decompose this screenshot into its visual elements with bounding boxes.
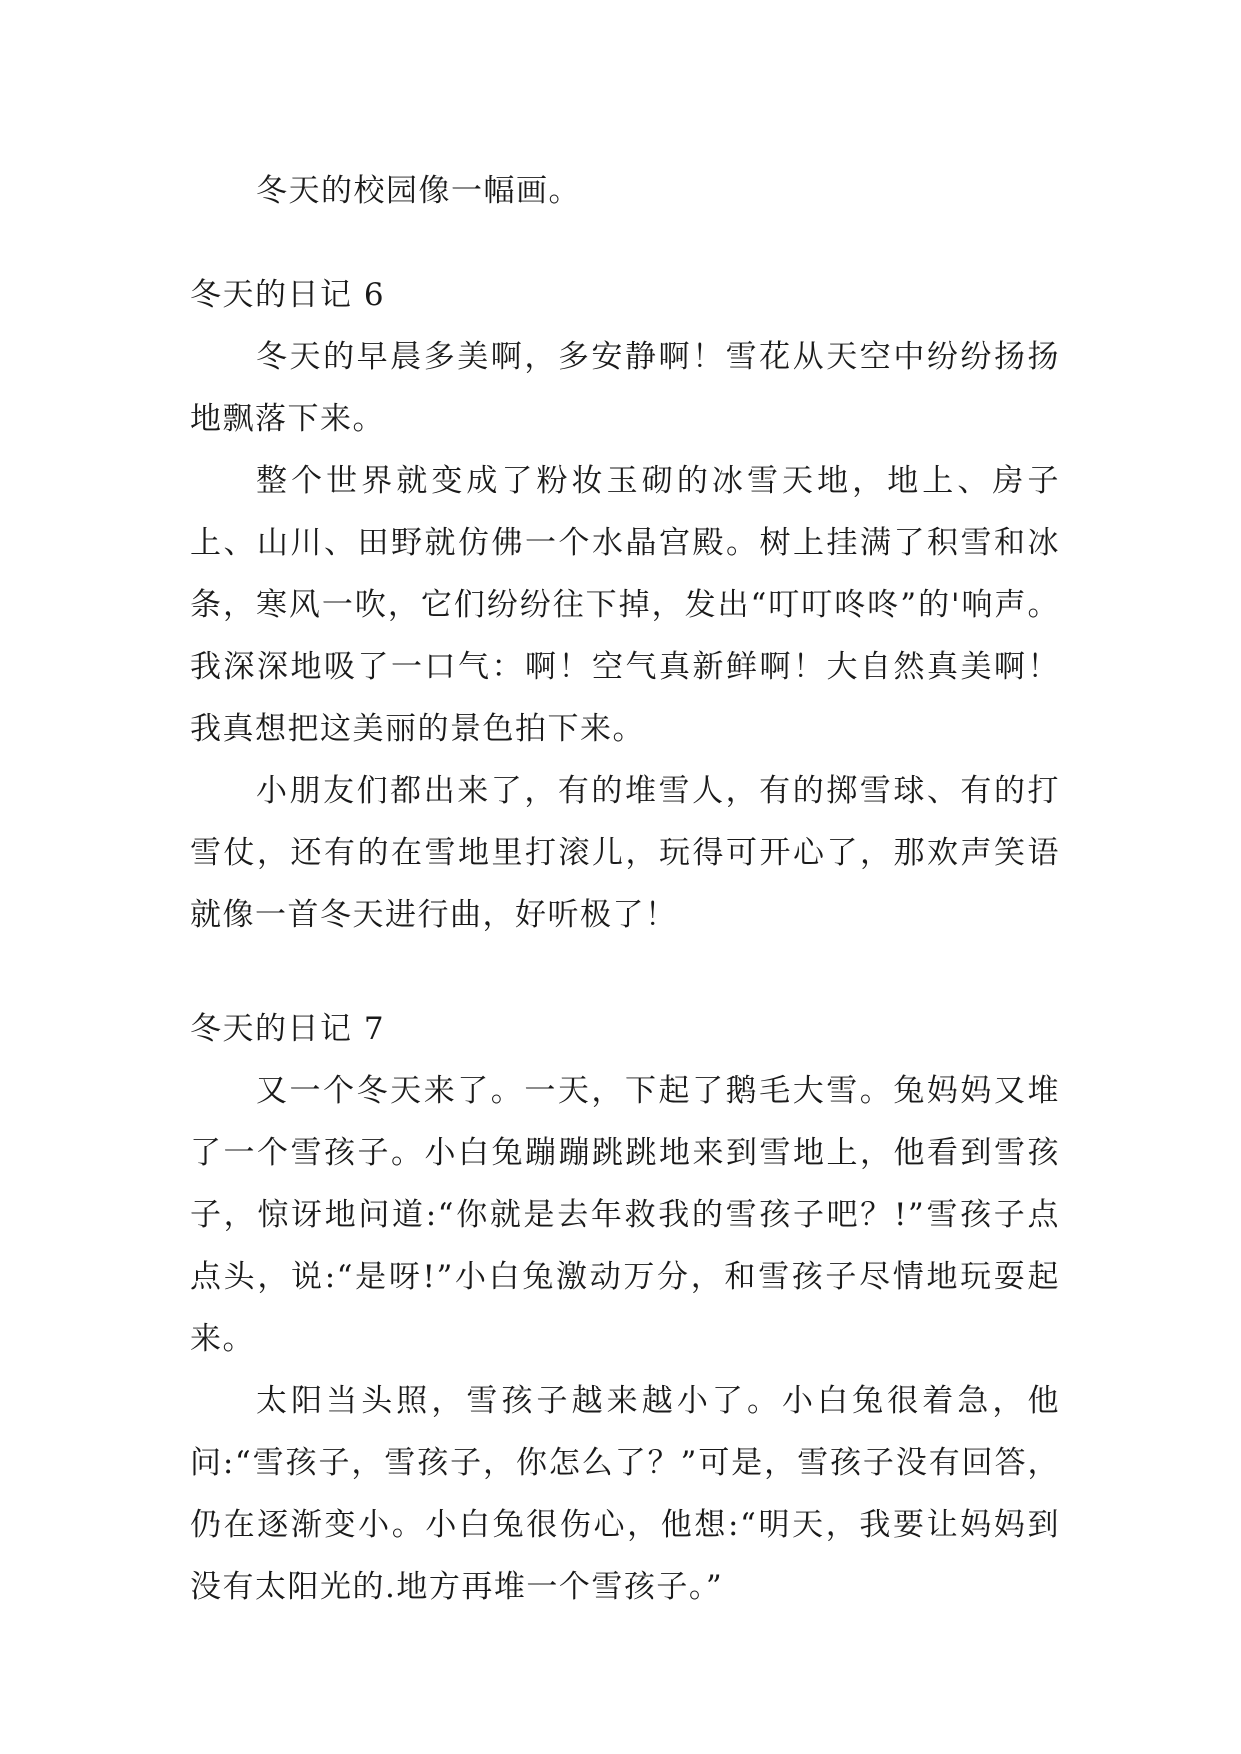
section-heading-7: 冬天的日记 7 [190,1011,386,1047]
paragraph: 又一个冬天来了。一天，下起了鹅毛大雪。兔妈妈又堆了一个雪孩子。小白兔蹦蹦跳跳地来到雪地上，他看到雪孩子，惊讶地问道:“你就是去年救我的雪孩子吧？!”雪孩子点点头，说:“是呀!”小白兔激动万分，和雪孩子尽情地玩耍起来。 [190,1073,1060,1357]
section-heading-6: 冬天的日记 6 [190,277,386,313]
intro-paragraph: 冬天的校园像一幅画。 [256,173,581,209]
paragraph: 冬天的早晨多美啊，多安静啊！雪花从天空中纷纷扬扬地飘落下来。 [190,339,1060,437]
paragraph: 太阳当头照，雪孩子越来越小了。小白兔很着急，他问:“雪孩子，雪孩子，你怎么了？”可是，雪孩子没有回答，仍在逐渐变小。小白兔很伤心，他想:“明天，我要让妈妈到没有太阳光的.地方再堆一个雪孩子。” [190,1383,1060,1605]
paragraph: 小朋友们都出来了，有的堆雪人，有的掷雪球、有的打雪仗，还有的在雪地里打滚儿，玩得可开心了，那欢声笑语就像一首冬天进行曲，好听极了！ [190,773,1060,933]
document-page [190,160,1060,1618]
paragraph: 整个世界就变成了粉妆玉砌的冰雪天地，地上、房子上、山川、田野就仿佛一个水晶宫殿。树上挂满了积雪和冰条，寒风一吹，它们纷纷往下掉，发出“叮叮咚咚”的'响声。我深深地吸了一口气：啊！空气真新鲜啊！大自然真美啊！我真想把这美丽的景色拍下来。 [190,463,1060,747]
